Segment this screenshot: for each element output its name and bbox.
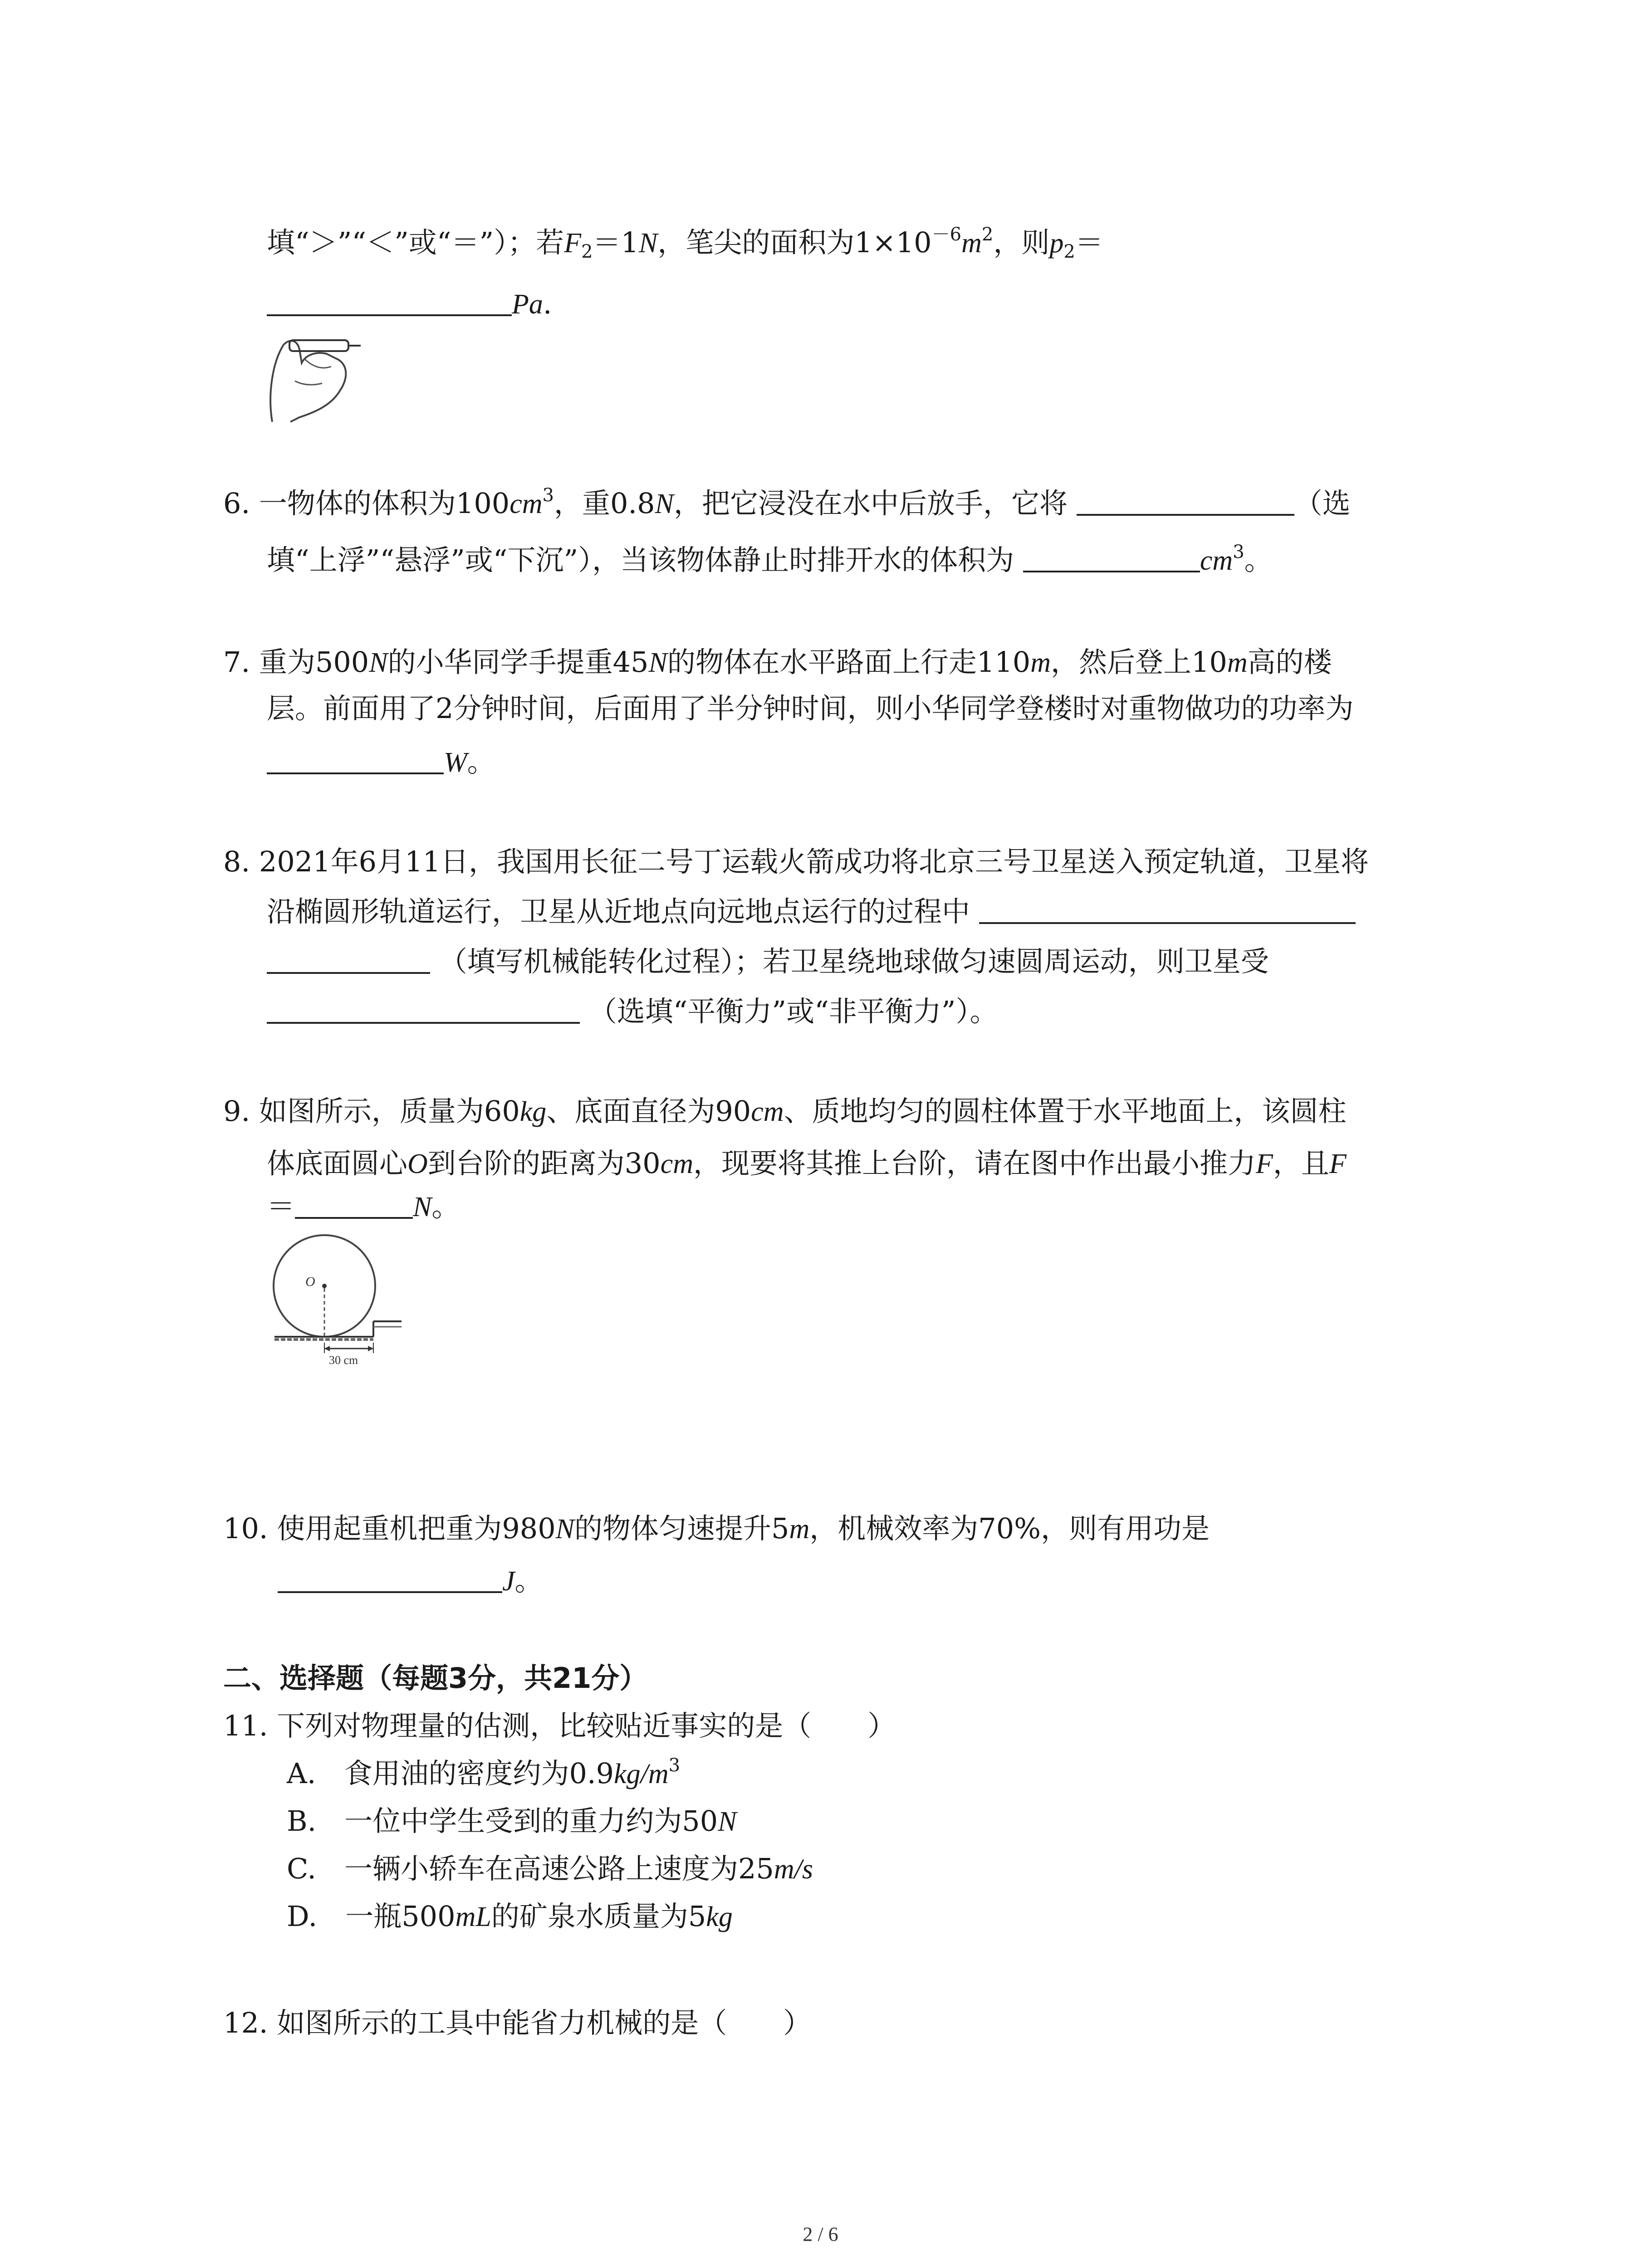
answer-blank[interactable]	[267, 289, 512, 316]
q6-line1: 6. 一物体的体积为$100cm^3$，重0.8N，把它浸没在水中后放手，它将 （选	[223, 485, 1351, 520]
q8-line2: 沿椭圆形轨道运行，卫星从近地点向远地点运行的过程中	[267, 894, 1356, 930]
q11-option-b[interactable]: B. 一位中学生受到的重力约为50N	[287, 1804, 737, 1838]
q7-line3: W。	[267, 744, 495, 781]
answer-blank[interactable]	[1077, 489, 1294, 516]
hand-pencil-figure	[263, 327, 381, 426]
answer-blank[interactable]	[295, 1192, 413, 1219]
q10-line2: J。	[278, 1563, 543, 1599]
answer-blank[interactable]	[267, 947, 430, 974]
q8-line4: （选填“平衡力”或“非平衡力”）。	[267, 993, 998, 1030]
answer-blank[interactable]	[267, 747, 444, 774]
section-heading: 二、选择题（每题3分，共21分）	[223, 1662, 648, 1695]
q11-option-d[interactable]: D. 一瓶500mL的矿泉水质量为5kg	[287, 1900, 733, 1933]
page-number: 2 / 6	[803, 2223, 838, 2245]
q9-line1: 9. 如图所示，质量为60kg、底面直径为90cm、质地均匀的圆柱体置于水平地面上，该圆柱	[223, 1095, 1347, 1128]
q7-line2: 层。前面用了2分钟时间，后面用了半分钟时间，则小华同学登楼时对重物做功的功率为	[267, 692, 1354, 725]
answer-blank[interactable]	[1023, 545, 1200, 572]
q6-line2: 填“上浮”“悬浮”或“下沉”），当该物体静止时排开水的体积为 $cm^3$。	[267, 542, 1273, 577]
cylinder-step-figure	[265, 1232, 411, 1372]
q11-option-a[interactable]: A. 食用油的密度约为$0.9kg/m^3$	[287, 1755, 681, 1790]
q11-option-c[interactable]: C. 一辆小轿车在高速公路上速度为25m/s	[287, 1852, 813, 1885]
q5-line1: 填“＞”“＜”或“＝”）；若$F_2=1N$，笔尖的面积为$1\times 10^{-6}m^2$，则$p_2=$	[267, 224, 1103, 262]
center-point	[322, 1284, 327, 1288]
answer-blank[interactable]	[278, 1566, 502, 1593]
q8-line1: 8. 2021年6月11日，我国用长征二号丁运载火箭成功将北京三号卫星送入预定轨道，卫星将	[223, 845, 1369, 878]
answer-blank[interactable]	[267, 997, 580, 1024]
q9-line3: ＝ N。	[267, 1190, 460, 1223]
q7-line1: 7. 重为500N的小华同学手提重45N的物体在水平路面上行走110m，然后登上10m高的楼	[223, 645, 1332, 679]
q5-line2: Pa.	[267, 286, 552, 323]
q12-stem: 12. 如图所示的工具中能省力机械的是（ ）	[223, 2006, 812, 2039]
q9-line2: 体底面圆心O到台阶的距离为30cm，现要将其推上台阶，请在图中作出最小推力F，且F	[267, 1147, 1347, 1180]
q11-stem: 11. 下列对物理量的估测，比较贴近事实的是（ ）	[223, 1709, 896, 1742]
center-label: O	[305, 1274, 315, 1289]
q10-line1: 10. 使用起重机把重为980N的物体匀速提升5m，机械效率为70%，则有用功是	[223, 1512, 1210, 1545]
dimension-label: 30 cm	[329, 1354, 358, 1367]
q8-line3: （填写机械能转化过程）；若卫星绕地球做匀速圆周运动，则卫星受	[267, 943, 1269, 980]
answer-blank[interactable]	[979, 897, 1356, 924]
